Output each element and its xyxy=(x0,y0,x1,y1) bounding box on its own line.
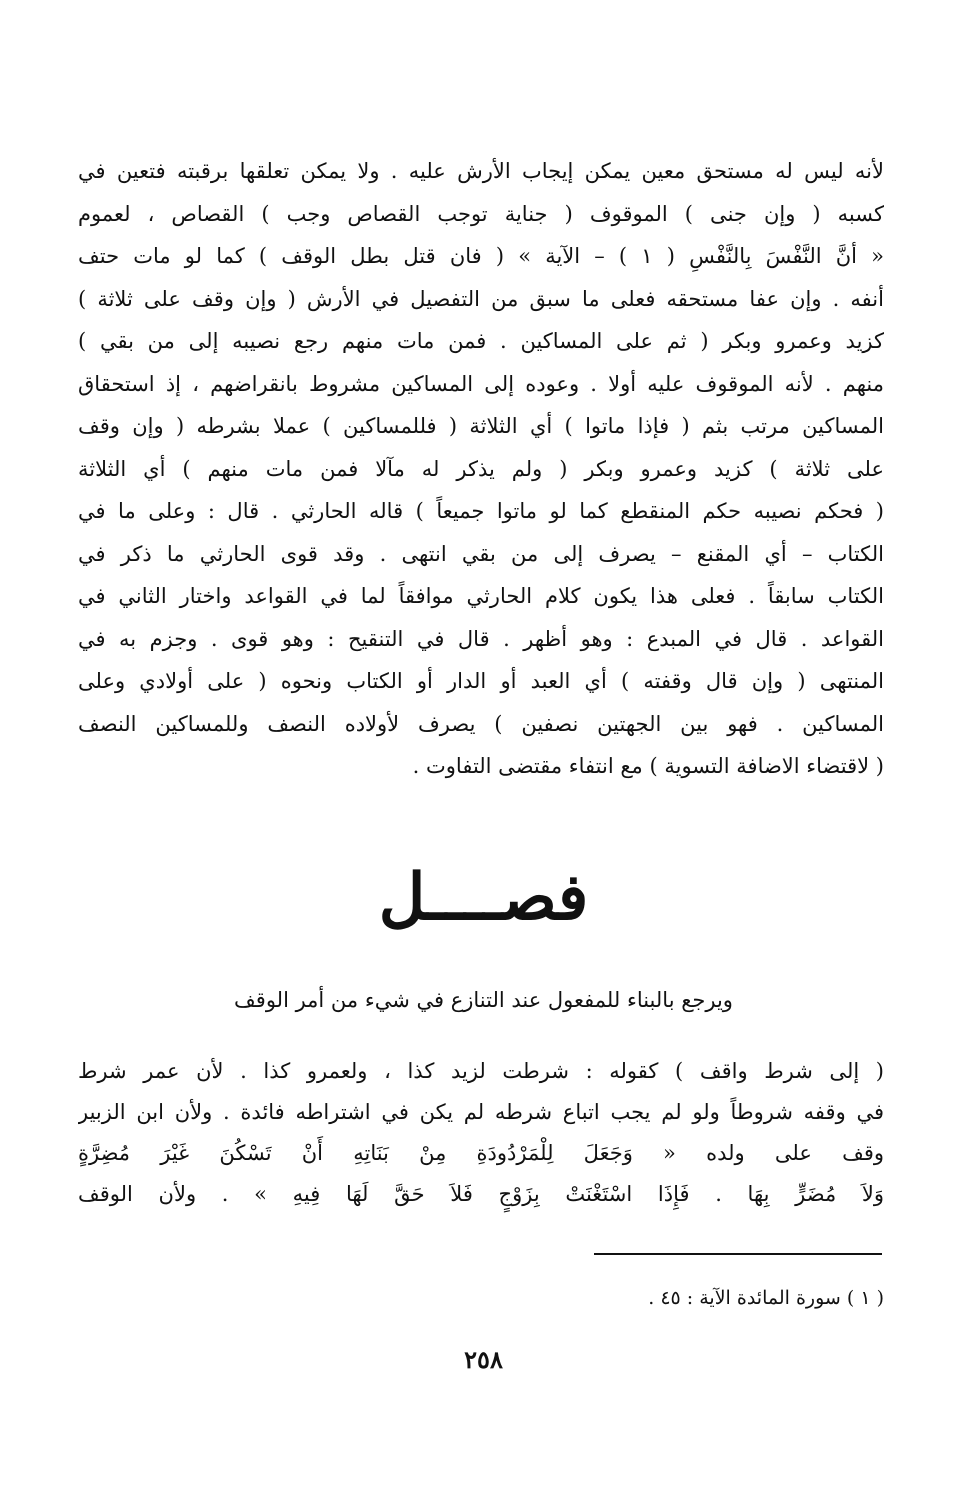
text-line: « أنَّ النَّفْسَ بِالنَّفْسِ ( ١ ) – الآية » ( فان قتل بطل الوقف ) كما لو مات حتف xyxy=(78,244,884,268)
text-line: القواعد . قال في المبدع : وهو أظهر . قال في التنقيح : وهو قوى . وجزم به في xyxy=(78,626,884,651)
text-line: في وقفه شروطاً ولو لم يجب اتباع شرطه لم يكن في اشتراطه فائدة . ولأن ابن الزبير xyxy=(78,1100,884,1124)
text-line: ( فحكم نصيبه حكم المنقطع كما لو ماتوا جميعاً ) قاله الحارثي . قال : وعلى ما في xyxy=(78,499,884,523)
page-number: ٢٥٨ xyxy=(464,1345,503,1374)
text-line: وَلاَ مُضَرٍّ بِهَا . فَإِذَا اسْتَغْنَتْ بِزَوْجٍ فَلاَ حَقَّ لَهَا فِيهِ » . ولأن الوقف xyxy=(78,1182,884,1206)
section-heading: فصــــل xyxy=(378,860,589,935)
text-line: المساكين مرتب بثم ( فإذا ماتوا ) أي الثلاثة ( فللمساكين ) عملا بشرطه ( وإن وقف xyxy=(78,414,884,438)
text-line: ( لاقتضاء الاضافة التسوية ) مع انتفاء مقتضى التفاوت . xyxy=(412,754,884,778)
main-paragraph xyxy=(78,150,884,788)
text-line: كسبه ( وإن جنى ) الموقوف ( جناية توجب القصاص وجب ) القصاص ، لعموم xyxy=(78,201,884,226)
second-paragraph xyxy=(78,1051,884,1215)
text-line: أنفه . وإن عفا مستحقه فعلى ما سبق من التفصيل في الأرش ( وإن وقف على ثلاثة ) xyxy=(78,286,884,311)
text-line: لأنه ليس له مستحق معين يمكن إيجاب الأرش عليه . ولا يمكن تعلقها برقبته فتعين في xyxy=(78,159,884,183)
text-line: المنتهى ( وإن قال وقفته ) أي العبد أو الدار أو الكتاب ونحوه ( على أولادي وعلى xyxy=(78,669,884,693)
text-line: وقف على ولده « وَجَعَلَ لِلْمَرْدُودَةِ مِنْ بَنَاتِهِ أَنْ تَسْكُنَ غَيْرَ مُضِرَّةٍ xyxy=(78,1141,884,1165)
section-subheading: ويرجع بالبناء للمفعول عند التنازع في شيء من أمر الوقف xyxy=(234,988,733,1012)
text-line: الكتاب – أي المقنع – يصرف إلى من بقي انتهى . وقد قوى الحارثي ما ذكر في xyxy=(78,541,884,566)
text-line: المساكين . فهو بين الجهتين نصفين ) يصرف لأولاده النصف وللمساكين النصف xyxy=(78,711,884,736)
text-line: على ثلاثة ) كزيد وعمرو وبكر ( ولم يذكر له مآلا فمن مات منهم ) أي الثلاثة xyxy=(78,456,884,481)
text-line: ( إلى شرط واقف ) كقوله : شرطت لزيد كذا ، ولعمرو كذا . لأن عمر شرط xyxy=(78,1059,884,1083)
footnote: ( ١ ) سورة المائدة الآية : ٤٥ . xyxy=(648,1287,884,1309)
text-line: الكتاب سابقاً . فعلى هذا يكون كلام الحارثي موافقاً لما في القواعد واختار الثاني في xyxy=(78,584,884,608)
footnote-divider xyxy=(594,1253,882,1255)
text-line: منهم . لأنه الموقوف عليه أولا . وعوده إلى المساكين مشروط بانقراضهم ، إذ استحقاق xyxy=(78,371,884,396)
text-line: كزيد وعمرو وبكر ( ثم على المساكين . فمن مات منهم رجع نصيبه إلى من بقي ) xyxy=(78,329,884,353)
